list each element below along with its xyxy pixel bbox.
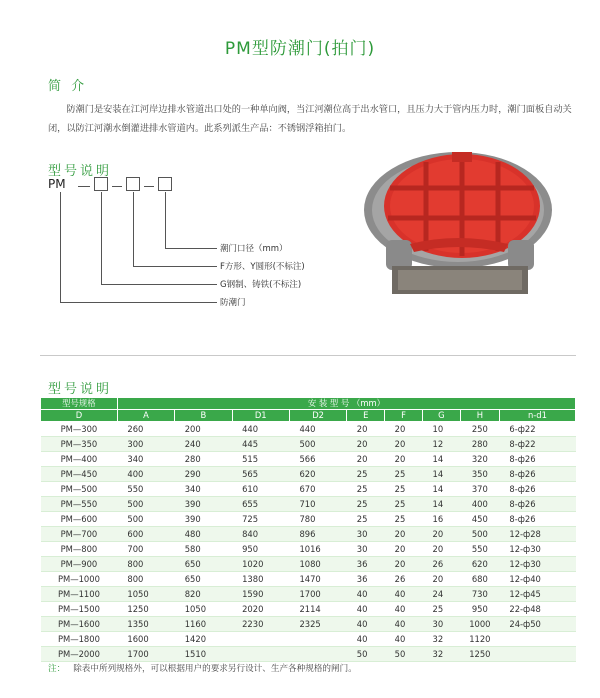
value-cell: 700 xyxy=(117,542,174,557)
value-cell: 20 xyxy=(347,437,385,452)
table-header-row xyxy=(41,398,576,410)
code-box-material xyxy=(94,177,108,191)
model-cell: PM—300 xyxy=(41,422,118,437)
value-cell: 40 xyxy=(385,632,423,647)
column-header: A xyxy=(117,410,174,422)
value-cell: 950 xyxy=(460,602,499,617)
value-cell: 445 xyxy=(232,437,289,452)
value-cell: 20 xyxy=(385,557,423,572)
value-cell: 2114 xyxy=(289,602,346,617)
value-cell: 1700 xyxy=(117,647,174,662)
value-cell: 610 xyxy=(232,482,289,497)
value-cell: 26 xyxy=(422,557,460,572)
value-cell: 12-ф30 xyxy=(499,557,575,572)
value-cell: 240 xyxy=(175,437,232,452)
value-cell: 390 xyxy=(175,512,232,527)
table-row xyxy=(41,617,576,632)
value-cell: 1160 xyxy=(175,617,232,632)
value-cell: 600 xyxy=(117,527,174,542)
value-cell: 12-ф30 xyxy=(499,542,575,557)
value-cell: 40 xyxy=(385,617,423,632)
value-cell: 36 xyxy=(347,557,385,572)
leader-line xyxy=(60,192,61,302)
code-box-shape xyxy=(126,177,140,191)
value-cell: 370 xyxy=(460,482,499,497)
value-cell: 32 xyxy=(422,647,460,662)
value-cell: 20 xyxy=(385,452,423,467)
table-row xyxy=(41,497,576,512)
value-cell: 30 xyxy=(347,542,385,557)
value-cell: 800 xyxy=(117,557,174,572)
value-cell: 400 xyxy=(460,497,499,512)
value-cell: 320 xyxy=(460,452,499,467)
value-cell: 620 xyxy=(460,557,499,572)
intro-text: 防潮门是安装在江河岸边排水管道出口处的一种单向阀，当江河潮位高于出水管口，且压力大于管内压力时，潮门面板自动关闭，以防江河潮水倒灌进排水管道内。此系列派生产品：不锈钢浮箱拍门。 xyxy=(48,104,572,134)
table-row xyxy=(41,602,576,617)
value-cell: 20 xyxy=(385,527,423,542)
value-cell: 36 xyxy=(347,572,385,587)
value-cell: 14 xyxy=(422,497,460,512)
value-cell: 22-ф48 xyxy=(499,602,575,617)
value-cell xyxy=(232,632,289,647)
value-cell: 16 xyxy=(422,512,460,527)
value-cell: 14 xyxy=(422,482,460,497)
value-cell: 680 xyxy=(460,572,499,587)
value-cell: 1120 xyxy=(460,632,499,647)
table-column-row xyxy=(41,410,576,422)
intro-heading: 简 介 xyxy=(48,79,88,94)
value-cell: 2020 xyxy=(232,602,289,617)
value-cell: 655 xyxy=(232,497,289,512)
value-cell: 26 xyxy=(385,572,423,587)
value-cell: 1020 xyxy=(232,557,289,572)
value-cell: 50 xyxy=(385,647,423,662)
value-cell: 20 xyxy=(422,542,460,557)
model-code-prefix: PM xyxy=(48,177,66,191)
value-cell: 300 xyxy=(117,437,174,452)
value-cell: 1380 xyxy=(232,572,289,587)
value-cell: 1510 xyxy=(175,647,232,662)
value-cell: 250 xyxy=(460,422,499,437)
value-cell xyxy=(289,632,346,647)
value-cell: 32 xyxy=(422,632,460,647)
value-cell: 25 xyxy=(385,497,423,512)
table-row xyxy=(41,587,576,602)
value-cell: 620 xyxy=(289,467,346,482)
value-cell: 1080 xyxy=(289,557,346,572)
table-row xyxy=(41,437,576,452)
value-cell: 14 xyxy=(422,452,460,467)
model-cell: PM—800 xyxy=(41,542,118,557)
leader-line xyxy=(101,192,102,284)
value-cell: 580 xyxy=(175,542,232,557)
model-cell: PM—900 xyxy=(41,557,118,572)
model-cell: PM—1800 xyxy=(41,632,118,647)
leader-line xyxy=(165,192,166,248)
value-cell: 650 xyxy=(175,572,232,587)
value-cell xyxy=(499,632,575,647)
value-cell: 25 xyxy=(347,482,385,497)
value-cell: 20 xyxy=(347,452,385,467)
code-dash xyxy=(144,186,154,187)
value-cell: 260 xyxy=(117,422,174,437)
value-cell: 440 xyxy=(289,422,346,437)
value-cell: 6-ф22 xyxy=(499,422,575,437)
model-cell: PM—400 xyxy=(41,452,118,467)
value-cell: 340 xyxy=(175,482,232,497)
label-diameter: 潮门口径（mm） xyxy=(220,244,288,254)
leader-line xyxy=(165,248,217,249)
value-cell: 25 xyxy=(385,512,423,527)
table-row xyxy=(41,632,576,647)
flap-gate-image xyxy=(358,148,558,308)
value-cell: 30 xyxy=(347,527,385,542)
value-cell: 780 xyxy=(289,512,346,527)
value-cell: 40 xyxy=(347,632,385,647)
header-install: 安 装 型 号 （mm） xyxy=(117,398,575,410)
model-cell: PM—1000 xyxy=(41,572,118,587)
value-cell: 350 xyxy=(460,467,499,482)
value-cell: 50 xyxy=(347,647,385,662)
value-cell: 650 xyxy=(175,557,232,572)
value-cell: 280 xyxy=(460,437,499,452)
value-cell: 1250 xyxy=(460,647,499,662)
value-cell: 8-ф26 xyxy=(499,452,575,467)
table-row xyxy=(41,482,576,497)
spec-table-heading: 型号说明 xyxy=(48,382,113,397)
value-cell: 2230 xyxy=(232,617,289,632)
value-cell: 670 xyxy=(289,482,346,497)
value-cell: 14 xyxy=(422,467,460,482)
value-cell: 40 xyxy=(347,587,385,602)
page-title: PM型防潮门(拍门) xyxy=(224,39,376,59)
value-cell: 8-ф26 xyxy=(499,497,575,512)
value-cell: 1250 xyxy=(117,602,174,617)
value-cell: 2325 xyxy=(289,617,346,632)
value-cell: 290 xyxy=(175,467,232,482)
value-cell: 390 xyxy=(175,497,232,512)
value-cell: 950 xyxy=(232,542,289,557)
value-cell: 500 xyxy=(460,527,499,542)
value-cell: 280 xyxy=(175,452,232,467)
value-cell: 8-ф26 xyxy=(499,467,575,482)
leader-line xyxy=(60,302,217,303)
footnote xyxy=(48,662,357,674)
footnote-label: 注： xyxy=(48,664,66,674)
table-body xyxy=(41,422,576,662)
table-row xyxy=(41,452,576,467)
column-header: H xyxy=(460,410,499,422)
value-cell: 515 xyxy=(232,452,289,467)
column-header: D2 xyxy=(289,410,346,422)
value-cell: 24-ф50 xyxy=(499,617,575,632)
value-cell: 25 xyxy=(385,467,423,482)
column-header: n-d1 xyxy=(499,410,575,422)
column-header: D1 xyxy=(232,410,289,422)
footnote-text: 除表中所列规格外，可以根据用户的要求另行设计、生产各种规格的闸门。 xyxy=(73,664,357,674)
model-cell: PM—700 xyxy=(41,527,118,542)
value-cell: 1600 xyxy=(117,632,174,647)
value-cell: 1350 xyxy=(117,617,174,632)
value-cell: 200 xyxy=(175,422,232,437)
value-cell: 20 xyxy=(385,542,423,557)
value-cell: 440 xyxy=(232,422,289,437)
column-header: B xyxy=(175,410,232,422)
value-cell: 8-ф22 xyxy=(499,437,575,452)
value-cell: 820 xyxy=(175,587,232,602)
section-divider xyxy=(40,355,576,356)
table-row xyxy=(41,422,576,437)
value-cell: 12-ф40 xyxy=(499,572,575,587)
value-cell: 40 xyxy=(347,617,385,632)
model-cell: PM—1100 xyxy=(41,587,118,602)
column-header: D xyxy=(41,410,118,422)
value-cell: 20 xyxy=(385,422,423,437)
value-cell: 24 xyxy=(422,587,460,602)
value-cell: 20 xyxy=(347,422,385,437)
value-cell: 730 xyxy=(460,587,499,602)
value-cell: 566 xyxy=(289,452,346,467)
value-cell: 25 xyxy=(347,497,385,512)
label-material: G钢制、铸铁(不标注) xyxy=(220,280,302,290)
table-row xyxy=(41,512,576,527)
value-cell: 20 xyxy=(385,437,423,452)
value-cell: 1050 xyxy=(117,587,174,602)
value-cell: 25 xyxy=(385,482,423,497)
model-cell: PM—1600 xyxy=(41,617,118,632)
table-row xyxy=(41,467,576,482)
code-box-diameter xyxy=(158,177,172,191)
leader-line xyxy=(133,266,217,267)
leader-line xyxy=(101,284,217,285)
value-cell: 30 xyxy=(422,617,460,632)
value-cell: 1420 xyxy=(175,632,232,647)
model-cell: PM—2000 xyxy=(41,647,118,662)
leader-line xyxy=(133,192,134,266)
label-shape: F方形、Y圆形(不标注) xyxy=(220,262,305,272)
value-cell: 450 xyxy=(460,512,499,527)
value-cell: 40 xyxy=(347,602,385,617)
value-cell: 1050 xyxy=(175,602,232,617)
code-dash xyxy=(112,186,122,187)
value-cell: 20 xyxy=(422,527,460,542)
value-cell: 896 xyxy=(289,527,346,542)
model-explain-heading: 型号说明 xyxy=(48,164,113,179)
header-model-spec: 型号规格 xyxy=(41,398,118,410)
value-cell: 480 xyxy=(175,527,232,542)
value-cell: 1016 xyxy=(289,542,346,557)
value-cell: 840 xyxy=(232,527,289,542)
value-cell: 710 xyxy=(289,497,346,512)
model-cell: PM—350 xyxy=(41,437,118,452)
value-cell: 12-ф28 xyxy=(499,527,575,542)
value-cell: 1000 xyxy=(460,617,499,632)
value-cell: 1590 xyxy=(232,587,289,602)
value-cell: 25 xyxy=(422,602,460,617)
value-cell: 565 xyxy=(232,467,289,482)
value-cell xyxy=(232,647,289,662)
value-cell: 8-ф26 xyxy=(499,512,575,527)
model-cell: PM—550 xyxy=(41,497,118,512)
model-cell: PM—500 xyxy=(41,482,118,497)
value-cell: 1700 xyxy=(289,587,346,602)
value-cell: 800 xyxy=(117,572,174,587)
value-cell: 550 xyxy=(460,542,499,557)
table-row xyxy=(41,647,576,662)
value-cell: 8-ф26 xyxy=(499,482,575,497)
table-row xyxy=(41,557,576,572)
value-cell: 12 xyxy=(422,437,460,452)
table-row xyxy=(41,572,576,587)
value-cell: 10 xyxy=(422,422,460,437)
value-cell: 500 xyxy=(117,497,174,512)
column-header: G xyxy=(422,410,460,422)
value-cell: 25 xyxy=(347,467,385,482)
label-product: 防潮门 xyxy=(220,298,246,308)
value-cell: 400 xyxy=(117,467,174,482)
spec-table xyxy=(40,397,576,662)
value-cell: 500 xyxy=(289,437,346,452)
value-cell: 725 xyxy=(232,512,289,527)
table-row xyxy=(41,542,576,557)
value-cell: 500 xyxy=(117,512,174,527)
model-cell: PM—1500 xyxy=(41,602,118,617)
code-dash xyxy=(78,186,90,187)
value-cell: 1470 xyxy=(289,572,346,587)
column-header: E xyxy=(347,410,385,422)
value-cell: 12-ф45 xyxy=(499,587,575,602)
model-code-diagram xyxy=(46,172,346,312)
value-cell xyxy=(289,647,346,662)
value-cell: 340 xyxy=(117,452,174,467)
value-cell: 25 xyxy=(347,512,385,527)
value-cell: 40 xyxy=(385,587,423,602)
value-cell: 20 xyxy=(422,572,460,587)
value-cell: 40 xyxy=(385,602,423,617)
column-header: F xyxy=(385,410,423,422)
model-cell: PM—600 xyxy=(41,512,118,527)
table-row xyxy=(41,527,576,542)
model-cell: PM—450 xyxy=(41,467,118,482)
value-cell xyxy=(499,647,575,662)
value-cell: 550 xyxy=(117,482,174,497)
